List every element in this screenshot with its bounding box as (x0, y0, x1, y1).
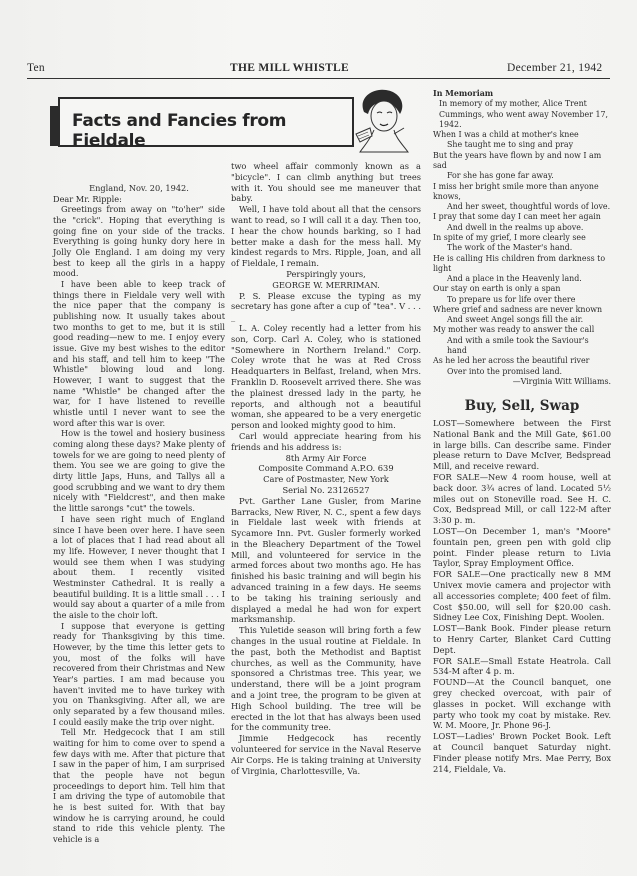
page-number: Ten (27, 62, 45, 74)
issue-date: December 21, 1942 (507, 62, 603, 74)
classifieds-list (433, 418, 611, 774)
poem-line: But the years have flown by and now I am sad (433, 150, 602, 170)
letter-signature: GEORGE W. MERRIMAN. (272, 279, 380, 290)
letter-closing: Perspiringly yours, (286, 268, 366, 279)
memoriam-signature: —Virginia Witt Williams. (512, 376, 611, 386)
classified-ad: LOST—Bank Book. Finder please return to Henry Carter, Blanket Card Cutting Dept. (433, 623, 611, 655)
newspaper-name: THE MILL WHISTLE (230, 62, 349, 74)
poem-line: And sweet Angel songs fill the air. (447, 315, 584, 325)
address-line: Serial No. 23126527 (282, 484, 370, 495)
address-line: Care of Postmaster, New York (263, 474, 389, 485)
poem-line: She taught me to sing and pray (447, 140, 574, 150)
poem-line: Our stay on earth is only a span (433, 284, 561, 294)
news-item: Carl would appreciate hearing from his friends and his address is: (231, 430, 421, 452)
classifieds-title: Buy, Sell, Swap (464, 398, 580, 414)
poem-line: He is calling His children from darkness to light (433, 253, 606, 273)
poem-line: Where grief and sadness are never known (433, 304, 603, 314)
classified-ad: FOR SALE—One practically new 8 MM Univex movie camera and projector with all accessories complete; 400 feet of film. Cost $50.00, will sell for $20.00 cash. Sidney Lee Cox, Finishing Dept. Woolen. (433, 569, 611, 623)
classified-ad: LOST—On December 1, man's "Moore" fountain pen, green pen with gold clip point. Finder please return to Livia Taylor, Spray Employment Office. (433, 525, 611, 569)
poem-line: To prepare us for life over there (447, 294, 576, 304)
classified-ad: FOR SALE—New 4 room house, well at back door. 3¾ acres of land. Located 5½ miles out on Stoneville road. See H. C. Cox, Bedspread Mill, or call 122-M after 3:30 p. m. (433, 471, 611, 526)
news-item: Pvt. Garther Lane Gusler, from Marine Barracks, New River, N. C., spent a few days in Fieldale last week with friends at Sycamore Inn. Pvt. Gusler formerly worked in the Bleachery Department of the Towel Mill, and volunteered for service in the armed forces about two months ago. He has finished his basic training and will begin his advanced training in a few days. He seems to be taking his training seriously and displayed a medal he had won for expert marksmanship. (231, 495, 421, 625)
letter-column (53, 183, 225, 845)
address-line: 8th Army Air Force (285, 452, 367, 463)
poem-line: And a place in the Heavenly land. (447, 274, 582, 284)
memoriam-poem (433, 130, 611, 377)
column-masthead (58, 97, 354, 151)
classified-ad: FOUND—At the Council banquet, one grey checked overcoat, with pair of glasses in pocket. Will exchange with party who took my coat by mistake. Rev. W. M. Moore, Jr. Phone 96-J. (433, 677, 611, 731)
header-rule (27, 78, 610, 79)
letter-paragraph: Tell Mr. Hedgecock that I am still waiting for him to come over to spend a few days with me. After that picture that I saw in the paper of him, I am surprised that the people have not begun proceedings to deport him. Tell him that I am driving the type of automobile that he is best suited for. With that bay window he is carrying around, he could stand to ride this vehicle plenty. The vehicle is a (53, 727, 225, 844)
letter-dateline: England, Nov. 20, 1942. (89, 183, 189, 193)
news-item: This Yuletide season will bring forth a few changes in the usual routine at Fieldale. In the past, both the Methodist and Baptist churches, as well as the Community, have sponsored a Christmas tree. This year, we understand, there will be a joint program and a joint tree, the program to be given at High School building. The tree will be erected in the lot that has always been used for the community tree. (231, 625, 421, 733)
memoriam-section (433, 89, 611, 387)
poem-line: And her sweet, thoughtful words of love. (447, 202, 611, 212)
memoriam-title: In Memoriam (433, 89, 494, 98)
letter-postscript: P. S. Please excuse the typing as my secretary has gone after a cup of "tea". V . . . _ (231, 290, 421, 323)
news-column (231, 161, 421, 776)
letter-paragraph: Well, I have told about all that the censors want to read, so I will call it a day. Then too, I hear the chow hounds barking, so I had better make a dash for the mess hall. My kindest regards to Mrs. Ripple, Joan, and all of Fieldale, I remain. (231, 204, 421, 269)
classified-ad: LOST—Ladies' Brown Pocket Book. Left at Council banquet Saturday night. Finder please notify Mrs. Mae Perry, Box 214, Fieldale, Va. (433, 731, 611, 774)
letter-paragraph: I have seen right much of England since I have been over here. I have seen a lot of places that I had read about all my life. However, I never thought that I would see them when I was studying about them. I recently visited Westminster Cathedral. It is really a beautiful building. It is a little small . . . I would say about a quarter of a mile from the aisle to the choir loft. (53, 513, 225, 620)
address-line: Composite Command A.P.O. 639 (258, 463, 394, 474)
poem-line: And with a smile took the Saviour's hand (447, 335, 589, 356)
letter-paragraph: I suppose that everyone is getting ready for Thanksgiving by this time. However, by the time this letter gets to you, most of the folks will have recovered from their Christmas and New Year's parties. I am mad because you haven't invited me to have turkey with you on Thanksgiving. After all, we are only separated by a few thousand miles. I could easily make the trip over night. (53, 620, 225, 727)
classified-ad: LOST—Somewhere between the First National Bank and the Mill Gate, $61.00 in large bills. Can describe same. Finder please return to Dave McIver, Bedspread Mill, and receive reward. (433, 418, 611, 472)
news-item: Jimmie Hedgecock has recently volunteered for service in the Naval Reserve Air Corps. He is taking training at University of Virginia, Charlottesville, Va. (231, 733, 421, 776)
poem-line: My mother was ready to answer the call (433, 325, 595, 335)
poem-line: When I was a child at mother's knee (433, 130, 579, 140)
poem-line: I miss her bright smile more than anyone knows, (433, 181, 599, 201)
poem-line: For she has gone far away. (447, 171, 554, 181)
poem-line: In spite of my grief, I more clearly see (433, 232, 586, 242)
poem-line: As he led her across the beautiful river (433, 356, 590, 366)
memoriam-intro: In memory of my mother, Alice Trent Cummings, who went away November 17, 1942. (439, 99, 609, 129)
poem-line: I pray that some day I can meet her again (433, 212, 601, 222)
letter-paragraph: How is the towel and hosiery business coming along these days? Make plenty of towels for we are going to need plenty of them. You see we are going to give the dirty little Japs, Huns, and Tallys all a good scrubbing and we want to dry them nicely with "Fieldcrest", and then make the little sarongs "cut" the towels. (53, 428, 225, 514)
classified-ad: FOR SALE—Small Estate Heatrola. Call 534-M after 4 p. m. (433, 655, 611, 677)
letter-paragraph: two wheel affair commonly known as a "bicycle". I can climb anything but trees with it. You should see me maneuver that baby. (231, 161, 421, 204)
letter-salutation: Dear Mr. Ripple: (53, 193, 122, 204)
masthead-title: Facts and Fancies from Fieldale (72, 111, 287, 151)
woman-illustration-icon (350, 84, 416, 154)
poem-line: Over into the promised land. (447, 366, 563, 376)
letter-paragraph: I have been able to keep track of things there in Fieldale very well with the nice paper that the company is publishing now. It usually takes about two months to get to me, but it is still good reading—new to me. I enjoy every issue. Give my best wishes to the editor and his staff, and tell him to keep "The Whistle" blowing loud and long. However, I want to suggest that the name "Whistle" be changed after the war, for I have listened to reveille whistle until I never want to see the word after this war is over. (53, 279, 225, 428)
poem-line: And dwell in the realms up above. (447, 222, 584, 232)
news-item: L. A. Coley recently had a letter from his son, Corp. Carl A. Coley, who is stationed "Somewhere in Northern Ireland." Corp. Coley wrote that he was at Red Cross Headquarters in Belfast, Ireland, when Mrs. Franklin D. Roosevelt arrived there. She was the plainest dressed lady in the party, he reports, and although not a beautiful woman, she appeared to be a very energetic person and looked mighty good to him. (231, 322, 421, 431)
poem-line: The work of the Master's hand. (447, 243, 573, 253)
letter-paragraph: Greetings from away on "to'her" side the "crick". Hoping that everything is going fine on your side of the tracks. Everything is going hunky dory here in Jolly Ole England. I am doing my very best to keep all the girls in a happy mood. (53, 204, 225, 279)
